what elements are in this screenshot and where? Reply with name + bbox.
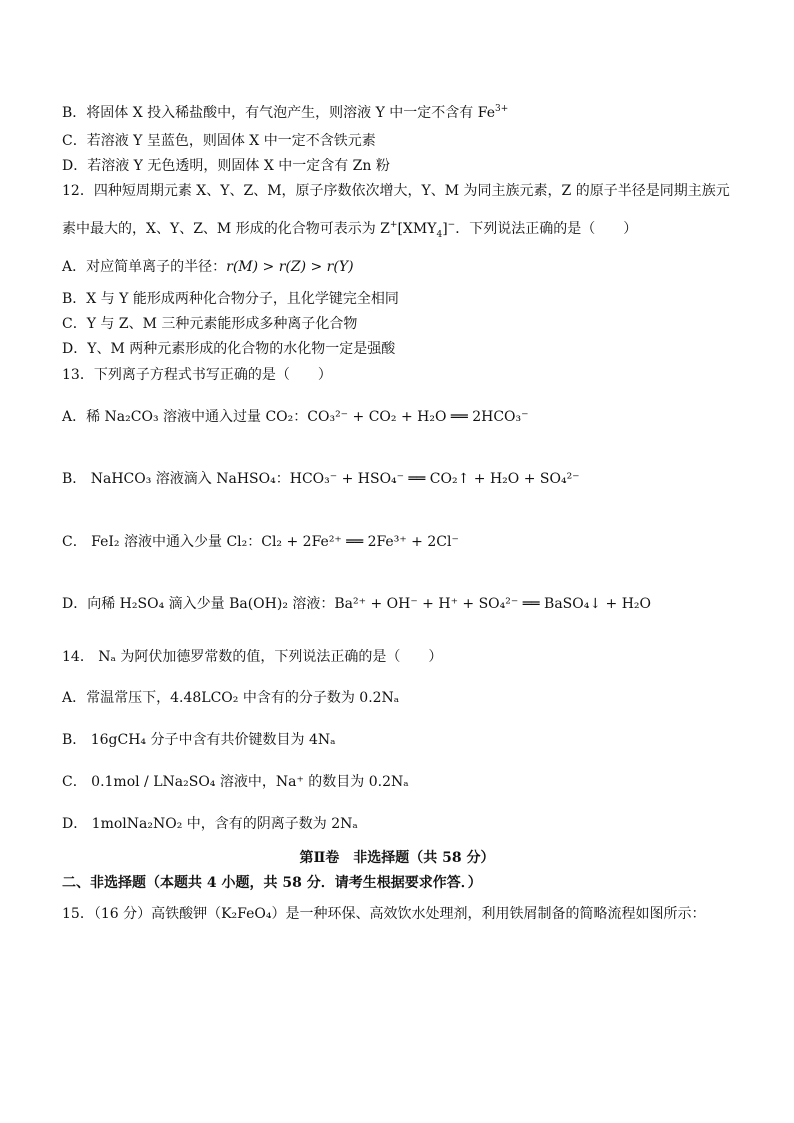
part2-title: 第Ⅱ卷 非选择题（共 58 分） — [299, 850, 495, 866]
q14-option-a: A．常温常压下，4.48LCO₂ 中含有的分子数为 0.2Nₐ — [62, 690, 400, 706]
q13-option-c: C． FeI₂ 溶液中通入少量 Cl₂：Cl₂ + 2Fe²⁺ ══ 2Fe³⁺ + 2Cl⁻ — [62, 534, 459, 550]
q15-stem: 15．（16 分）高铁酸钾（K₂FeO₄）是一种环保、高效饮水处理剂，利用铁屑制备的简略流程如图所示： — [62, 906, 706, 922]
q13-option-a: A．稀 Na₂CO₃ 溶液中通入过量 CO₂：CO₃²⁻ + CO₂ + H₂O ══ 2HCO₃⁻ — [62, 409, 529, 425]
q13-option-d: D．向稀 H₂SO₄ 滴入少量 Ba(OH)₂ 溶液：Ba²⁺ + OH⁻ + H⁺ + SO₄²⁻ ══ BaSO₄↓ + H₂O — [62, 596, 652, 612]
q12-stem-line1: 12．四种短周期元素 X、Y、Z、M，原子序数依次增大，Y、M 为同主族元素，Z 的原子半径是同期主族元 — [62, 183, 730, 199]
q13-stem: 13．下列离子方程式书写正确的是（ ） — [62, 367, 332, 383]
q14-option-c: C． 0.1mol / LNa₂SO₄ 溶液中，Na⁺ 的数目为 0.2Nₐ — [62, 774, 409, 790]
q12-stem-line2: 素中最大的，X、Y、Z、M 形成的化合物可表示为 $Z^+[XMY_4]^-$．下列说法正确的是（ ） — [62, 220, 638, 240]
q12-option-d: D．Y、M 两种元素形成的化合物的水化物一定是强酸 — [62, 341, 396, 357]
q12-option-b: B．X 与 Y 能形成两种化合物分子，且化学键完全相同 — [62, 291, 399, 307]
q14-stem: 14． Nₐ 为阿伏加德罗常数的值，下列说法正确的是（ ） — [62, 649, 443, 665]
q13-option-b: B． NaHCO₃ 溶液滴入 NaHSO₄：HCO₃⁻ + HSO₄⁻ ══ CO₂↑ + H₂O + SO₄²⁻ — [62, 471, 580, 487]
q14-option-b: B． 16gCH₄ 分子中含有共价键数目为 4Nₐ — [62, 732, 336, 748]
q14-option-d: D． 1molNa₂NO₂ 中，含有的阴离子数为 2Nₐ — [62, 816, 358, 832]
q11-option-c: C．若溶液 Y 呈蓝色，则固体 X 中一定不含铁元素 — [62, 133, 376, 149]
q12-option-a: A．对应简单离子的半径：r(M) > r(Z) > r(Y) — [62, 259, 354, 275]
q12-option-c: C．Y 与 Z、M 三种元素能形成多种离子化合物 — [62, 316, 358, 332]
q11-option-d: D．若溶液 Y 无色透明，则固体 X 中一定含有 Zn 粉 — [62, 158, 390, 174]
section-heading: 二、非选择题（本题共 4 小题，共 58 分．请考生根据要求作答．） — [62, 875, 482, 891]
q11-option-b: B．将固体 X 投入稀盐酸中，有气泡产生，则溶液 Y 中一定不含有 $Fe^{3+}$ — [62, 104, 509, 121]
